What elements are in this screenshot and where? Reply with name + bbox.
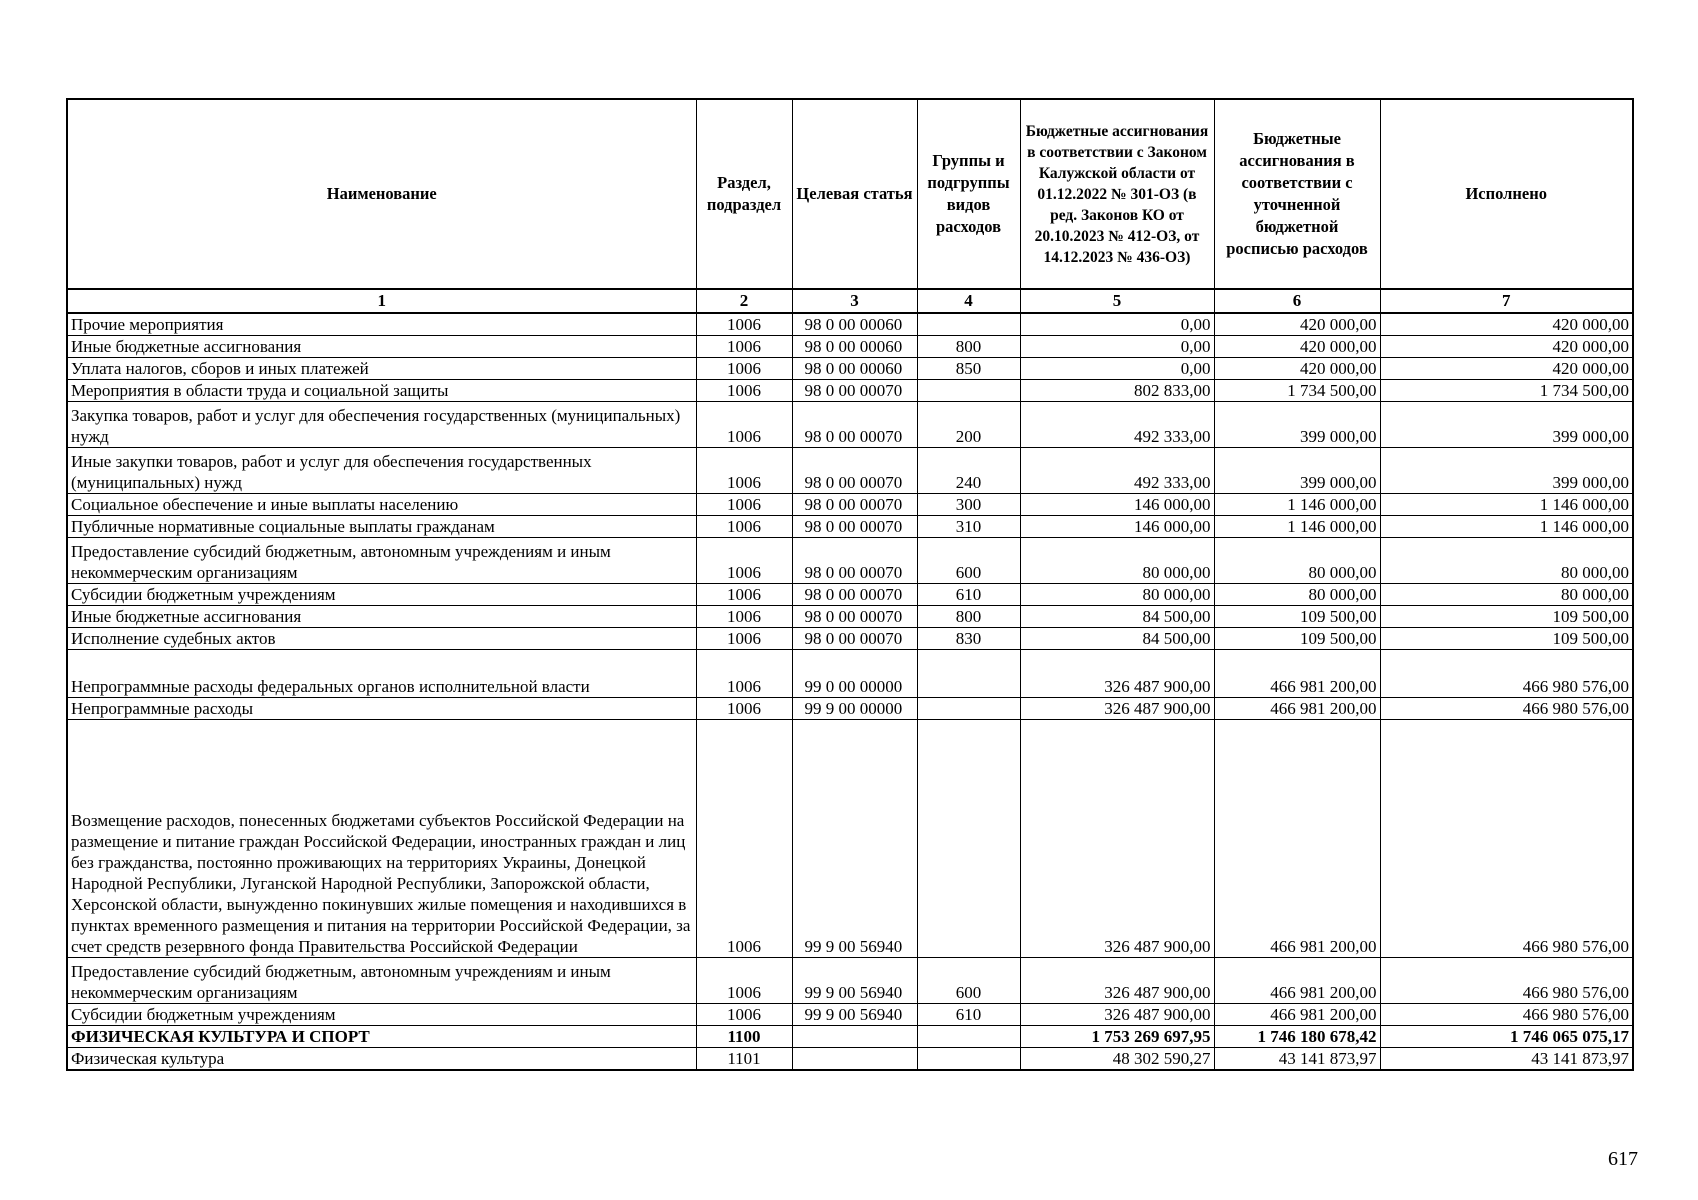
row-executed-amount: 109 500,00 (1380, 628, 1633, 650)
col-number: 7 (1380, 289, 1633, 313)
row-refined-amount: 80 000,00 (1214, 584, 1380, 606)
col-number: 4 (917, 289, 1020, 313)
col-header-group: Группы и подгруппы видов расходов (917, 99, 1020, 289)
row-executed-amount: 466 980 576,00 (1380, 958, 1633, 1004)
row-refined-amount: 1 734 500,00 (1214, 380, 1380, 402)
row-refined-amount: 80 000,00 (1214, 538, 1380, 584)
row-name: Уплата налогов, сборов и иных платежей (67, 358, 696, 380)
row-article: 99 0 00 00000 (792, 650, 917, 698)
row-law-amount: 326 487 900,00 (1020, 720, 1214, 958)
row-article: 98 0 00 00070 (792, 628, 917, 650)
row-executed-amount: 466 980 576,00 (1380, 698, 1633, 720)
row-law-amount: 0,00 (1020, 358, 1214, 380)
row-name: Исполнение судебных актов (67, 628, 696, 650)
row-article (792, 1026, 917, 1048)
row-section: 1006 (696, 313, 792, 336)
row-refined-amount: 466 981 200,00 (1214, 958, 1380, 1004)
row-section: 1006 (696, 584, 792, 606)
row-group: 830 (917, 628, 1020, 650)
row-group: 600 (917, 538, 1020, 584)
row-law-amount: 326 487 900,00 (1020, 698, 1214, 720)
row-name: Публичные нормативные социальные выплаты гражданам (67, 516, 696, 538)
table-row (67, 448, 1633, 494)
page-number: 617 (1608, 1148, 1638, 1170)
row-refined-amount: 43 141 873,97 (1214, 1048, 1380, 1071)
row-group: 200 (917, 402, 1020, 448)
row-section: 1006 (696, 958, 792, 1004)
table-body (67, 313, 1633, 1070)
row-group: 800 (917, 336, 1020, 358)
col-header-section: Раздел, подраздел (696, 99, 792, 289)
table-row (67, 516, 1633, 538)
row-article: 98 0 00 00070 (792, 584, 917, 606)
col-number: 2 (696, 289, 792, 313)
row-law-amount: 146 000,00 (1020, 516, 1214, 538)
row-group (917, 380, 1020, 402)
row-group: 800 (917, 606, 1020, 628)
row-group: 610 (917, 1004, 1020, 1026)
row-section: 1006 (696, 402, 792, 448)
col-number: 6 (1214, 289, 1380, 313)
row-executed-amount: 420 000,00 (1380, 336, 1633, 358)
row-group (917, 1026, 1020, 1048)
row-group: 600 (917, 958, 1020, 1004)
row-law-amount: 84 500,00 (1020, 606, 1214, 628)
row-law-amount: 146 000,00 (1020, 494, 1214, 516)
row-article: 98 0 00 00070 (792, 538, 917, 584)
row-executed-amount: 466 980 576,00 (1380, 720, 1633, 958)
row-section: 1006 (696, 606, 792, 628)
row-group: 610 (917, 584, 1020, 606)
row-name: Прочие мероприятия (67, 313, 696, 336)
row-section: 1006 (696, 336, 792, 358)
row-article: 99 9 00 00000 (792, 698, 917, 720)
row-name: Закупка товаров, работ и услуг для обеспечения государственных (муниципальных) нужд (67, 402, 696, 448)
row-name: Возмещение расходов, понесенных бюджетами субъектов Российской Федерации на размещение и питание граждан Российской Федерации, иностранных граждан и лиц без гражданства, постоянно проживающих на территориях Украины, Донецкой Народной Республики, Луганской Народной Республики, Запорожской области, Херсонской области, вынужденно покинувших жилые помещения и находившихся в пунктах временного размещения и питания на территории Российской Федерации, за счет средств резервного фонда Правительства Российской Федерации (67, 720, 696, 958)
row-article: 98 0 00 00060 (792, 358, 917, 380)
row-refined-amount: 399 000,00 (1214, 402, 1380, 448)
row-refined-amount: 466 981 200,00 (1214, 720, 1380, 958)
row-law-amount: 326 487 900,00 (1020, 1004, 1214, 1026)
table-row (67, 720, 1633, 958)
row-group: 850 (917, 358, 1020, 380)
row-article: 98 0 00 00070 (792, 448, 917, 494)
row-law-amount: 326 487 900,00 (1020, 958, 1214, 1004)
row-section: 1006 (696, 628, 792, 650)
row-refined-amount: 420 000,00 (1214, 358, 1380, 380)
row-section: 1006 (696, 380, 792, 402)
table-row (67, 606, 1633, 628)
row-section: 1006 (696, 516, 792, 538)
table-row (67, 584, 1633, 606)
row-article: 99 9 00 56940 (792, 720, 917, 958)
row-section: 1006 (696, 1004, 792, 1026)
row-executed-amount: 1 146 000,00 (1380, 516, 1633, 538)
row-article: 98 0 00 00070 (792, 516, 917, 538)
row-section: 1006 (696, 448, 792, 494)
row-article: 98 0 00 00060 (792, 336, 917, 358)
row-name: Субсидии бюджетным учреждениям (67, 1004, 696, 1026)
row-group (917, 313, 1020, 336)
row-name: ФИЗИЧЕСКАЯ КУЛЬТУРА И СПОРТ (67, 1026, 696, 1048)
table-row (67, 650, 1633, 698)
row-law-amount: 80 000,00 (1020, 584, 1214, 606)
row-article: 98 0 00 00070 (792, 380, 917, 402)
col-header-law: Бюджетные ассигнования в соответствии с Законом Калужской области от 01.12.2022 № 301-ОЗ (в ред. Законов КО от 20.10.2023 № 412-ОЗ, от 14.12.2023 № 436-ОЗ) (1020, 99, 1214, 289)
col-header-name: Наименование (67, 99, 696, 289)
row-refined-amount: 109 500,00 (1214, 606, 1380, 628)
row-group: 300 (917, 494, 1020, 516)
row-article: 99 9 00 56940 (792, 958, 917, 1004)
row-article: 99 9 00 56940 (792, 1004, 917, 1026)
row-section: 1006 (696, 698, 792, 720)
row-section: 1006 (696, 494, 792, 516)
row-refined-amount: 466 981 200,00 (1214, 698, 1380, 720)
table-row (67, 313, 1633, 336)
table-row (67, 358, 1633, 380)
row-refined-amount: 1 146 000,00 (1214, 516, 1380, 538)
row-article: 98 0 00 00070 (792, 402, 917, 448)
row-executed-amount: 466 980 576,00 (1380, 650, 1633, 698)
row-name: Предоставление субсидий бюджетным, автономным учреждениям и иным некоммерческим организациям (67, 538, 696, 584)
table-row (67, 1048, 1633, 1071)
row-refined-amount: 399 000,00 (1214, 448, 1380, 494)
row-name: Иные бюджетные ассигнования (67, 606, 696, 628)
row-section: 1006 (696, 720, 792, 958)
row-refined-amount: 1 746 180 678,42 (1214, 1026, 1380, 1048)
row-executed-amount: 1 746 065 075,17 (1380, 1026, 1633, 1048)
row-law-amount: 1 753 269 697,95 (1020, 1026, 1214, 1048)
row-law-amount: 326 487 900,00 (1020, 650, 1214, 698)
row-name: Мероприятия в области труда и социальной защиты (67, 380, 696, 402)
row-group: 310 (917, 516, 1020, 538)
row-section: 1006 (696, 358, 792, 380)
row-name: Физическая культура (67, 1048, 696, 1071)
table-row (67, 538, 1633, 584)
row-section: 1006 (696, 538, 792, 584)
row-executed-amount: 109 500,00 (1380, 606, 1633, 628)
row-group (917, 720, 1020, 958)
row-law-amount: 802 833,00 (1020, 380, 1214, 402)
table-row (67, 958, 1633, 1004)
header-row (67, 99, 1633, 289)
row-executed-amount: 466 980 576,00 (1380, 1004, 1633, 1026)
col-header-article: Целевая статья (792, 99, 917, 289)
table-row (67, 628, 1633, 650)
row-executed-amount: 1 734 500,00 (1380, 380, 1633, 402)
table-row (67, 336, 1633, 358)
row-executed-amount: 420 000,00 (1380, 313, 1633, 336)
row-refined-amount: 420 000,00 (1214, 336, 1380, 358)
col-header-refined: Бюджетные ассигнования в соответствии с уточненной бюджетной росписью расходов (1214, 99, 1380, 289)
row-law-amount: 0,00 (1020, 336, 1214, 358)
budget-table (66, 98, 1634, 1071)
row-law-amount: 492 333,00 (1020, 448, 1214, 494)
row-name: Иные бюджетные ассигнования (67, 336, 696, 358)
row-refined-amount: 1 146 000,00 (1214, 494, 1380, 516)
row-law-amount: 492 333,00 (1020, 402, 1214, 448)
row-name: Социальное обеспечение и иные выплаты населению (67, 494, 696, 516)
row-name: Непрограммные расходы (67, 698, 696, 720)
row-refined-amount: 420 000,00 (1214, 313, 1380, 336)
row-law-amount: 48 302 590,27 (1020, 1048, 1214, 1071)
col-number: 3 (792, 289, 917, 313)
row-name: Предоставление субсидий бюджетным, автономным учреждениям и иным некоммерческим организациям (67, 958, 696, 1004)
row-article: 98 0 00 00070 (792, 606, 917, 628)
row-group (917, 1048, 1020, 1071)
row-executed-amount: 80 000,00 (1380, 584, 1633, 606)
row-refined-amount: 466 981 200,00 (1214, 650, 1380, 698)
row-law-amount: 0,00 (1020, 313, 1214, 336)
row-section: 1100 (696, 1026, 792, 1048)
row-law-amount: 80 000,00 (1020, 538, 1214, 584)
row-section: 1101 (696, 1048, 792, 1071)
row-article: 98 0 00 00060 (792, 313, 917, 336)
row-executed-amount: 1 146 000,00 (1380, 494, 1633, 516)
row-group: 240 (917, 448, 1020, 494)
row-refined-amount: 466 981 200,00 (1214, 1004, 1380, 1026)
col-number: 5 (1020, 289, 1214, 313)
table-row (67, 494, 1633, 516)
table-row (67, 1004, 1633, 1026)
table-row (67, 1026, 1633, 1048)
col-number: 1 (67, 289, 696, 313)
column-number-row (67, 289, 1633, 313)
row-executed-amount: 420 000,00 (1380, 358, 1633, 380)
row-group (917, 698, 1020, 720)
row-executed-amount: 399 000,00 (1380, 402, 1633, 448)
row-name: Непрограммные расходы федеральных органов исполнительной власти (67, 650, 696, 698)
row-law-amount: 84 500,00 (1020, 628, 1214, 650)
table-row (67, 698, 1633, 720)
row-group (917, 650, 1020, 698)
table-row (67, 380, 1633, 402)
row-executed-amount: 80 000,00 (1380, 538, 1633, 584)
row-refined-amount: 109 500,00 (1214, 628, 1380, 650)
row-executed-amount: 399 000,00 (1380, 448, 1633, 494)
row-article (792, 1048, 917, 1071)
row-name: Иные закупки товаров, работ и услуг для обеспечения государственных (муниципальных) нужд (67, 448, 696, 494)
row-section: 1006 (696, 650, 792, 698)
table-row (67, 402, 1633, 448)
row-executed-amount: 43 141 873,97 (1380, 1048, 1633, 1071)
col-header-executed: Исполнено (1380, 99, 1633, 289)
row-name: Субсидии бюджетным учреждениям (67, 584, 696, 606)
row-article: 98 0 00 00070 (792, 494, 917, 516)
